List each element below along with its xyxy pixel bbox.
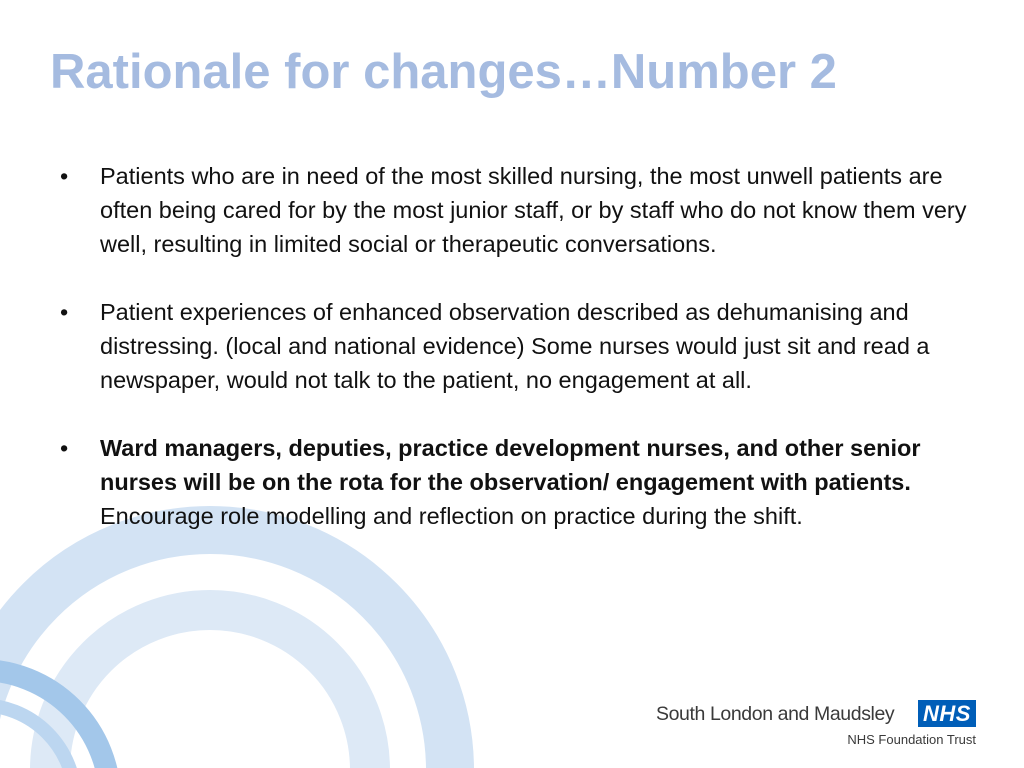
bullet-item [0,431,970,533]
bullet-marker: • [60,299,69,325]
arc-mid-blue [0,670,110,768]
logo-organisation-name: South London and Maudsley [656,703,895,725]
bullet-bold-text: Ward managers, deputies, practice development nurses, and other senior nurses will be on the rota for the observation/ engagement with patients. [100,435,921,495]
bullet-item [0,295,970,397]
bullet-text: Encourage role modelling and reflection on practice during the shift. [100,503,803,529]
arc-small-blue [0,705,75,768]
bullet-item [0,159,970,261]
arc-inner-pale [50,610,370,768]
arc-outer-pale [0,530,450,768]
bullet-marker: • [60,435,69,461]
bullet-text: Patient experiences of enhanced observation described as dehumanising and distressing. (local and national evidence) Some nurses would just sit and read a newspaper, would not talk to the patient, no engagement at all. [100,299,930,393]
bullet-marker: • [60,163,69,189]
nhs-badge: NHS [918,700,976,727]
logo-trust-name: NHS Foundation Trust [847,732,976,747]
slide-title: Rationale for changes…Number 2 [50,45,837,99]
bullet-text: Patients who are in need of the most skilled nursing, the most unwell patients are often being cared for by the most junior staff, or by staff who do not know them very well, resulting in limited social or therapeutic conversations. [100,163,967,257]
bullet-list [0,159,1024,533]
nhs-trust-logo [656,700,978,748]
